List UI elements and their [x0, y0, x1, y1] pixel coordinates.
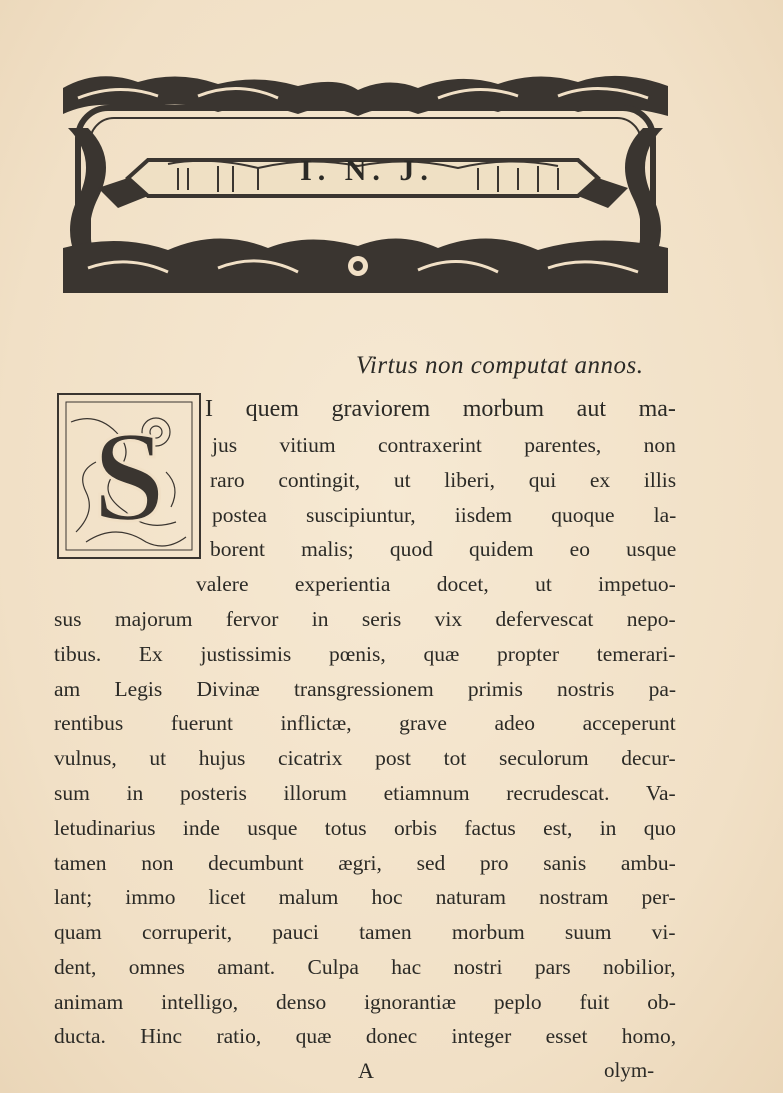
text-line: lant; immo licet malum hoc naturam nostram per-: [54, 885, 676, 909]
text-line: letudinarius inde usque totus orbis factus est, in quo: [54, 816, 677, 840]
text-line: borent malis; quod quidem eo usque: [210, 537, 677, 561]
text-line: I quem graviorem morbum aut ma-: [205, 396, 676, 422]
signature-mark: A: [358, 1058, 374, 1083]
text-line: postea suscipiuntur, iisdem quoque la-: [212, 503, 677, 527]
text-line: rentibus fuerunt inflictæ, grave adeo acceperunt: [54, 711, 676, 735]
headpiece-label: I. N. J.: [300, 154, 434, 187]
text-line: animam intelligo, denso ignorantiæ peplo fuit ob-: [54, 990, 676, 1014]
text-line: sus majorum fervor in seris vix defervescat nepo-: [54, 607, 676, 631]
initial-letter: S: [92, 405, 166, 549]
text-line: quam corruperit, pauci tamen morbum suum vi-: [54, 920, 676, 944]
text-line: valere experientia docet, ut impetuo-: [196, 572, 676, 596]
text-line: dent, omnes amant. Culpa hac nostri pars nobilior,: [54, 955, 676, 979]
decorated-initial: [56, 392, 202, 560]
initial-letter-ornament-icon: [56, 392, 202, 560]
text-line: ducta. Hinc ratio, quæ donec integer esset homo,: [54, 1024, 677, 1048]
text-line: tamen non decumbunt ægri, sed pro sanis ambu-: [54, 851, 676, 875]
text-line: vulnus, ut hujus cicatrix post tot seculorum decur-: [54, 746, 676, 770]
motto: Virtus non computat annos.: [356, 352, 644, 379]
text-line: tibus. Ex justissimis pœnis, quæ propter temerari-: [54, 642, 676, 666]
text-line: jus vitium contraxerint parentes, non: [212, 433, 676, 457]
text-line: sum in posteris illorum etiamnum recrudescat. Va-: [54, 781, 676, 805]
catchword: olym-: [604, 1058, 655, 1082]
text-line: am Legis Divinæ transgressionem primis nostris pa-: [54, 677, 677, 701]
text-line: raro contingit, ut liberi, qui ex illis: [210, 468, 677, 492]
